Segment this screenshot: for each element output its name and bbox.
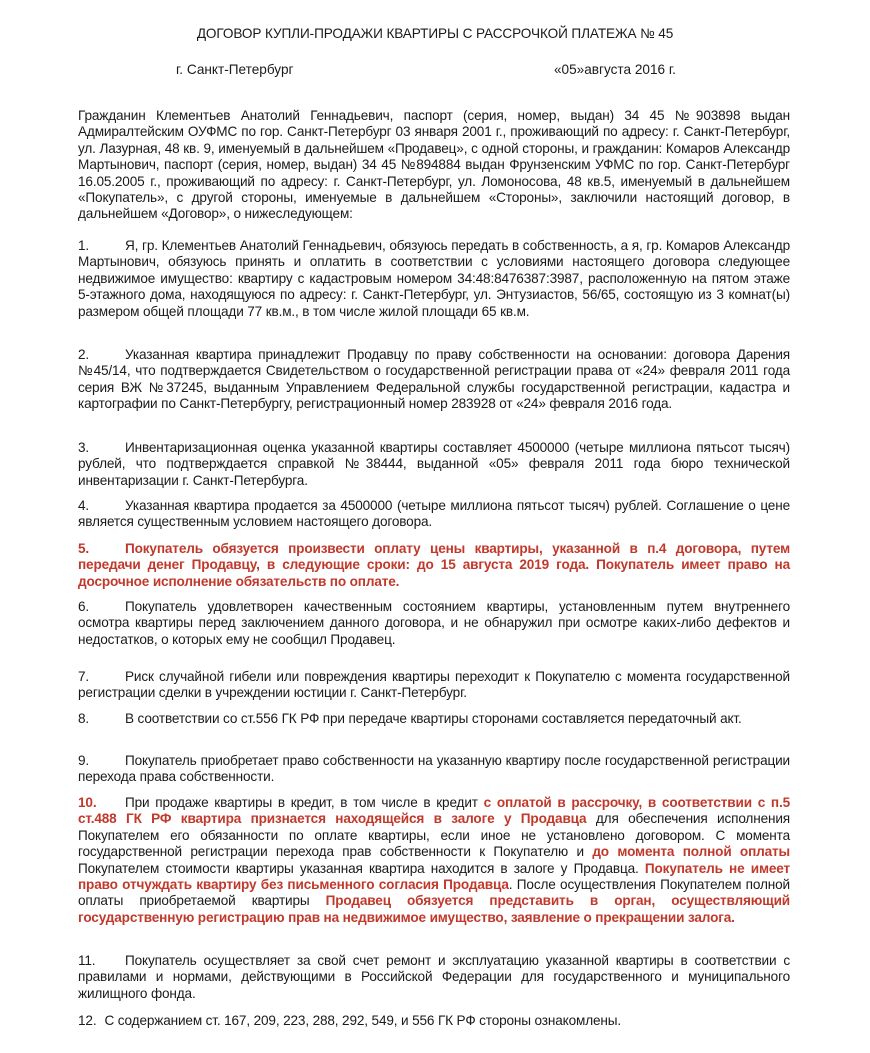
city: г. Санкт-Петербург: [176, 62, 294, 77]
clause-text-highlight: до момента полной оплаты: [592, 844, 790, 860]
clause-6: [78, 599, 790, 648]
clause-number: 10.: [78, 795, 97, 810]
clause-text: Покупатель осуществляет за свой счет ремонт и эксплуатацию указанной квартиры в соответствии с правилами и нормами, действующими в Российской Федерации для государственного и муниципального жилищного фонда.: [78, 953, 790, 1001]
clause-text: Я, гр. Клементьев Анатолий Геннадьевич, обязуюсь передать в собственность, а я, гр. Комаров Александр Мартынович, обязуюсь принять и оплатить в соответствии с условиями настоящего договора следующее недвижимое имущество: квартиру с кадастровым номером 34:48:8476387:3987, расположенную на пятом этаже 5-этажного дома, находящуюся по адресу: г. Санкт-Петербург, ул. Энтузиастов, 56/65, состоящую из 3 комнат(ы) размером общей площади 77 кв.м., в том числе жилой площади 65 кв.м.: [78, 238, 790, 319]
clause-1: [78, 238, 790, 320]
clause-text-plain: для обеспечения исполнения Покупателем его обязанности по оплате квартиры, если иное не установлено договором. С момента государственной регистрации перехода прав собственности к Покупателю и: [78, 811, 790, 860]
clause-text: В соответствии со ст.556 ГК РФ при передаче квартиры сторонами составляется передаточный акт.: [125, 711, 742, 726]
clause-number: 5.: [78, 541, 90, 556]
clause-number: 3.: [78, 440, 90, 455]
clause-number: 1.: [78, 238, 90, 253]
clause-text-highlight: Продавец обязуется представить в орган, осуществляющий государственную регистрацию прав на недвижимое имущество, заявление о прекращении залога.: [78, 893, 790, 925]
clause-number: 8.: [78, 711, 90, 726]
clause-7: [78, 669, 790, 702]
contract-date: «05»августа 2016 г.: [554, 62, 676, 77]
clause-number: 12.: [78, 1013, 97, 1028]
clause-text: Покупатель приобретает право собственности на указанную квартиру после государственной регистрации перехода права собственности.: [78, 753, 790, 785]
clause-number: 9.: [78, 753, 90, 768]
clause-text-highlight: с оплатой в рассрочку, в соответствии с п.5 ст.488 ГК РФ квартира признается находящейся в залоге у Продавца: [78, 795, 790, 827]
clause-text: С содержанием ст. 167, 209, 223, 288, 292, 549, и 556 ГК РФ стороны ознакомлены.: [104, 1013, 621, 1028]
clause-text-highlight: Покупатель не имеет право отчуждать квартиру без письменного согласия Продавца: [78, 860, 791, 893]
clause-5: [78, 541, 790, 590]
clause-12: [78, 1013, 790, 1029]
clause-8: [78, 711, 790, 727]
clause-2: [78, 347, 790, 413]
clause-number: 6.: [78, 599, 90, 614]
clause-text-plain: Покупателем стоимости квартиры указанная квартира находится в залоге у Продавца.: [78, 860, 645, 876]
clause-3: [78, 440, 790, 489]
clause-4: [78, 498, 790, 531]
clause-number: 2.: [78, 347, 90, 362]
clause-text-plain: При продаже квартиры в кредит, в том числе в кредит: [125, 795, 484, 810]
clause-text: Покупатель обязуется произвести оплату цены квартиры, указанной в п.4 договора, путем передачи денег Продавцу, в следующие сроки: до 15 августа 2019 года. Покупатель имеет право на досрочное исполнение обязательств по оплате.: [78, 541, 790, 589]
clause-number: 4.: [78, 498, 90, 513]
clause-number: 7.: [78, 669, 90, 684]
clause-text: Инвентаризационная оценка указанной квартиры составляет 4500000 (четыре миллиона пятьсот тысяч) рублей, что подтверждается справкой №38444, выданной «05» февраля 2011 года бюро технической инвентаризации г. Санкт-Петербурга.: [78, 440, 790, 488]
clause-9: [78, 753, 790, 786]
clause-text: Указанная квартира продается за 4500000 (четыре миллиона пятьсот тысяч) рублей. Соглашение о цене является существенным условием настоящего договора.: [78, 498, 790, 530]
clause-10: [78, 795, 790, 926]
clause-text: Риск случайной гибели или повреждения квартиры переходит к Покупателю с момента государственной регистрации сделки в учреждении юстиции г. Санкт-Петербург.: [78, 669, 790, 701]
clause-text: Покупатель удовлетворен качественным состоянием квартиры, установленным путем внутреннего осмотра квартиры перед заключением данного договора, и не обнаружил при осмотре каких-либо дефектов и недостатков, о которых ему не сообщил Продавец.: [78, 599, 790, 647]
clause-text: Указанная квартира принадлежит Продавцу по праву собственности на основании: договора Дарения №45/14, что подтверждается Свидетельством о государственной регистрации права от «24» февраля 2011 года серия ВЖ №37245, выданным Управлением Федеральной службы государственной регистрации, кадастра и картографии по Санкт-Петербургу, регистрационный номер 283928 от «24» февраля 2016 года.: [78, 347, 790, 412]
clause-number: 11.: [78, 953, 96, 968]
clause-11: [78, 953, 790, 1002]
page-title: ДОГОВОР КУПЛИ-ПРОДАЖИ КВАРТИРЫ С РАССРОЧКОЙ ПЛАТЕЖА № 45: [196, 26, 674, 41]
clause-text-plain: . После осуществления Покупателем полной оплаты приобретаемой квартиры: [78, 877, 790, 909]
preamble: Гражданин Клементьев Анатолий Геннадьевич, паспорт (серия, номер, выдан) 34 45 №903898 выдан Адмиралтейским ОУФМС по гор. Санкт-Петербург 03 января 2001 г., проживающий по адресу: г. Санкт-Петербург, ул. Лазурная, 48 кв. 9, именуемый в дальнейшем «Продавец», с одной стороны, и гражданин: Комаров Александр Мартынович, паспорт (серия, номер, выдан) 34 45 №894884 выдан Фрунзенским УФМС по гор. Санкт-Петербург 16.05.2005 г., проживающий по адресу: г. Санкт-Петербург, ул. Ломоносова, 48 кв.5, именуемый в дальнейшем «Покупатель», с другой стороны, именуемые в дальнейшем «Стороны», заключили настоящий договор, в дальнейшем «Договор», о нижеследующем:: [78, 108, 790, 222]
